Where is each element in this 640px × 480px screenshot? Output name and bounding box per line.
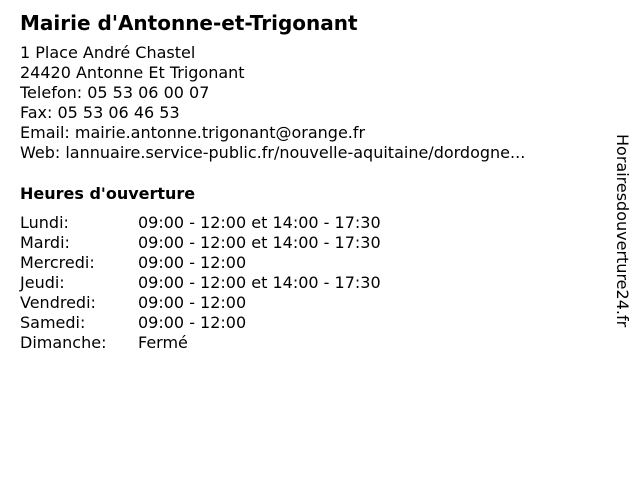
page-title: Mairie d'Antonne-et-Trigonant <box>20 11 358 35</box>
hours-row-monday <box>20 213 381 233</box>
website-url: Web: lannuaire.service-public.fr/nouvelle-aquitaine/dordogne... <box>20 143 526 162</box>
hours-row-friday <box>20 293 381 313</box>
time-range: Fermé <box>138 333 188 352</box>
day-label: Mercredi: <box>20 253 95 272</box>
address-line-2: 24420 Antonne Et Trigonant <box>20 63 245 82</box>
time-range: 09:00 - 12:00 <box>138 253 247 272</box>
fax-number: Fax: 05 53 06 46 53 <box>20 103 180 122</box>
time-range: 09:00 - 12:00 et 14:00 - 17:30 <box>138 273 381 292</box>
hours-row-wednesday <box>20 253 381 273</box>
day-label: Dimanche: <box>20 333 107 352</box>
day-label: Samedi: <box>20 313 86 332</box>
email-address: Email: mairie.antonne.trigonant@orange.fr <box>20 123 366 142</box>
contact-info <box>20 43 525 163</box>
time-range: 09:00 - 12:00 <box>138 313 247 332</box>
day-label: Vendredi: <box>20 293 96 312</box>
hours-row-sunday <box>20 333 381 353</box>
hours-row-saturday <box>20 313 381 333</box>
day-label: Lundi: <box>20 213 69 232</box>
opening-hours-table <box>20 213 381 353</box>
time-range: 09:00 - 12:00 <box>138 293 247 312</box>
day-label: Mardi: <box>20 233 70 252</box>
hours-row-tuesday <box>20 233 381 253</box>
time-range: 09:00 - 12:00 et 14:00 - 17:30 <box>138 213 381 232</box>
site-watermark: Horairesdouverture24.fr <box>613 134 632 328</box>
opening-hours-heading: Heures d'ouverture <box>20 184 196 203</box>
phone-number: Telefon: 05 53 06 00 07 <box>20 83 210 102</box>
day-label: Jeudi: <box>20 273 65 292</box>
hours-row-thursday <box>20 273 381 293</box>
time-range: 09:00 - 12:00 et 14:00 - 17:30 <box>138 233 381 252</box>
address-line-1: 1 Place André Chastel <box>20 43 196 62</box>
